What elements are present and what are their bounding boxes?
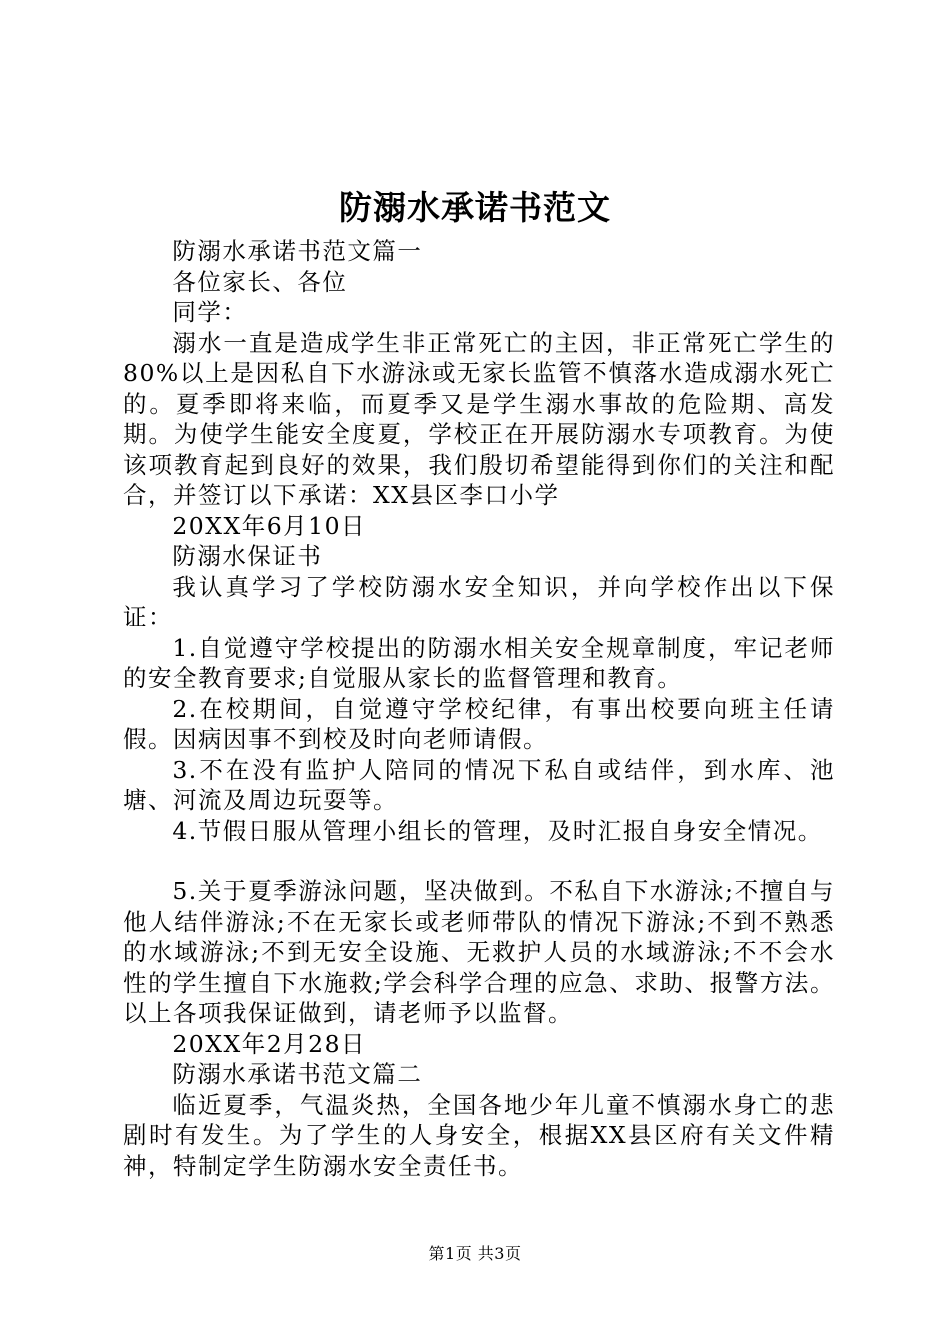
salutation-line: 各位家长、各位: [172, 267, 348, 296]
date-line: 20XX年6月10日: [172, 511, 367, 540]
list-item: 4.节假日服从管理小组长的管理，及时汇报自身安全情况。: [172, 816, 823, 845]
list-item: 5.关于夏季游泳问题，坚决做到。不私自下水游泳;不擅自与他人结伴游泳;不在无家长或老师带队的情况下游泳;不到不熟悉的水域游泳;不到无安全设施、无救护人员的水域游泳;不不会水性的学生擅自下水施救;学会科学合理的应急、求助、报警方法。以上各项我保证做到，请老师予以监督。: [123, 877, 835, 1027]
list-item: 2.在校期间，自觉遵守学校纪律，有事出校要向班主任请假。因病因事不到校及时向老师请假。: [123, 694, 835, 753]
list-item: 3.不在没有监护人陪同的情况下私自或结伴，到水库、池塘、河流及周边玩耍等。: [123, 755, 835, 814]
section-heading-2: 防溺水承诺书范文篇二: [172, 1060, 423, 1088]
subsection-heading: 防溺水保证书: [172, 542, 323, 570]
section-heading-1: 防溺水承诺书范文篇一: [172, 237, 423, 265]
salutation-line: 同学：: [172, 298, 248, 326]
body-paragraph: 临近夏季，气温炎热，全国各地少年儿童不慎溺水身亡的悲剧时有发生。为了学生的人身安全，根据XX县区府有关文件精神，特制定学生防溺水安全责任书。: [123, 1090, 835, 1180]
list-item: 1.自觉遵守学校提出的防溺水相关安全规章制度，牢记老师的安全教育要求;自觉服从家长的监督管理和教育。: [123, 633, 835, 692]
body-paragraph: 溺水一直是造成学生非正常死亡的主因，非正常死亡学生的80%以上是因私自下水游泳或无家长监管不慎落水造成溺水死亡的。夏季即将来临，而夏季又是学生溺水事故的危险期、高发期。为使学生能安全度夏，学校正在开展防溺水专项教育。为使该项教育起到良好的效果，我们殷切希望能得到你们的关注和配合，并签订以下承诺：XX县区李口小学: [123, 328, 835, 509]
body-paragraph: 我认真学习了学校防溺水安全知识，并向学校作出以下保证：: [123, 572, 835, 631]
date-line: 20XX年2月28日: [172, 1029, 367, 1058]
document-body: [123, 236, 835, 1181]
document-title: 防溺水承诺书范文: [339, 188, 611, 227]
page-number: 第1页 共3页: [428, 1244, 522, 1263]
